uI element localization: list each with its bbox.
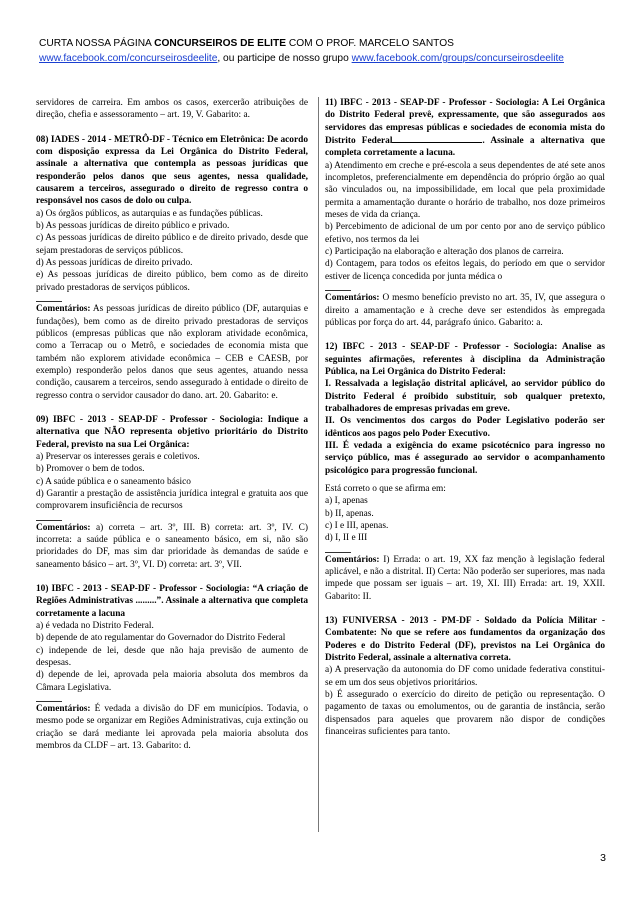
- question-11: [325, 97, 605, 160]
- comment-text: É vedada a divisão do DF em municípios. Todavia, o mesmo pode se organizar em Regiões Administrativas, cuja extinção ou criação se dará mediante lei aprovada pela maioria absoluta dos membros da CLDF – art. 13. Gabarito: d.: [36, 704, 308, 752]
- header-middle-text: , ou participe de nosso grupo: [217, 53, 352, 64]
- q08-option-e: e) As pessoas jurídicas de direito público, bem como as de direito privado prestadoras de serviços públicos.: [36, 270, 308, 293]
- comment-11: [325, 292, 605, 329]
- question-08: 08) IADES - 2014 - METRÔ-DF - Técnico em Eletrônica: De acordo com disposição expressa da Lei Orgânica do Distrito Federal, assinale a alternativa que contempla as pessoas jurídicas que responderão pelos danos que seus agentes, nessa qualidade, causarem a terceiros, assegurado o direito de regresso contra o responsável nos casos de dolo ou culpa.: [36, 134, 308, 207]
- q10-option-a: a) é vedada no Distrito Federal.: [36, 621, 154, 632]
- q10-option-b: b) depende de ato regulamentar do Governador do Distrito Federal: [36, 633, 286, 644]
- separator-line: [325, 283, 351, 291]
- header-brand-text: CONCURSEIROS DE ELITE: [154, 38, 287, 49]
- q11-stem-end: . Assinale a alternativa que completa corretamente a lacuna.: [325, 136, 605, 159]
- comment-label: Comentários:: [36, 522, 91, 533]
- q10-option-d: d) depende de lei, aprovada pela maioria absoluta dos membros da Câmara Legislativa.: [36, 670, 308, 693]
- separator-line: [325, 545, 351, 553]
- comment-label: Comentários:: [36, 704, 91, 715]
- q10-option-c: c) independe de lei, desde que não haja previsão de aumento de despesas.: [36, 645, 308, 669]
- q11-option-a: a) Atendimento em creche e pré-escola a seus dependentes de até sete anos incompletos, preferencialmente em dependência do próprio órgão ao qual são vinculados ou, na impossibilidade, em local que pela proximidade permita a amamentação durante o horário de trabalho, nos doze primeiros meses de vida da criança.: [325, 160, 605, 221]
- facebook-group-link[interactable]: www.facebook.com/groups/concurseirosdeelite: [351, 53, 564, 64]
- comment-label: Comentários:: [36, 304, 91, 315]
- q08-option-d: d) As pessoas jurídicas de direito privado.: [36, 258, 193, 269]
- comment-10: [36, 703, 308, 752]
- separator-line: [36, 513, 62, 521]
- q12-statement-ii: II. Os vencimentos dos cargos do Poder Legislativo poderão ser idênticos aos pagos pelo Poder Executivo.: [325, 416, 605, 439]
- header-line-2: [39, 51, 604, 66]
- question-10: 10) IBFC - 2013 - SEAP-DF - Professor - Sociologia: “A criação de Regiões Administrativas .........”. Assinale a alternativa que completa corretamente a lacuna: [36, 584, 308, 619]
- comment-08: [36, 303, 308, 402]
- q12-option-a: a) I, apenas: [325, 496, 368, 507]
- q09-option-a: a) Preservar os interesses gerais e coletivos.: [36, 451, 200, 462]
- header-prefix-text: CURTA NOSSA PÁGINA: [39, 38, 155, 49]
- q12-statement-i: I. Ressalvada a legislação distrital aplicável, ao servidor público do Distrito Federal é proibido substituir, sob qualquer pretexto, trabalhadores de empresas privadas em greve.: [325, 379, 605, 414]
- q12-option-c: c) I e III, apenas.: [325, 521, 389, 531]
- comment-text: O mesmo benefício previsto no art. 35, IV, que assegura o direito a amamentação e à creche deve ser estendidos às empregada públicas por força do art. 44, parágrafo único. Gabarito: a.: [325, 293, 605, 328]
- comment-09: [36, 522, 308, 571]
- separator-line: [36, 694, 62, 702]
- q09-option-d: d) Garantir a prestação de assistência jurídica integral e gratuita aos que comprovarem insuficiência de recursos: [36, 488, 308, 512]
- page-header: [39, 36, 604, 66]
- q12-statement-iii: III. É vedada a exigência do exame psicotécnico para ingresso no serviço público, mas é assegurado ao servidor o acompanhamento psicológico para progressão funcional.: [325, 440, 605, 476]
- q13-option-a: a) A preservação da autonomia do DF como unidade federativa constitui-se em um dos seus objetivos prioritários.: [325, 665, 605, 688]
- comment-text: a) correta – art. 3º, III. B) correta: art. 3º, IV. C) incorreta: a saúde pública e o saneamento básico, em si, não são prioridades do DF, mas sim dar prioridade às demandas de saúde e saneamento básico – art. 3º, VI. D) correta: art. 3º, VII.: [36, 522, 308, 570]
- q08-option-b: b) As pessoas jurídicas de direito público e privado.: [36, 221, 230, 232]
- q11-option-d: d) Contagem, para todos os efeitos legais, do período em que o servidor estiver de licença concedida por junta médica o: [325, 259, 605, 282]
- comment-12: [325, 554, 605, 603]
- q13-option-b: b) É assegurado o exercício do direito de petição ou representação. O pagamento de taxas ou emolumentos, ou de garantia de instância, serão dispensados para aqueles que provarem não dispor de condições financeiras suficientes para tanto.: [325, 690, 605, 738]
- comment-text: As pessoas jurídicas de direito público (DF, autarquias e fundações), bem como as de direito privado prestadoras de serviços públicos (empresas públicas que não exploram atividade econômica, como a Terracap ou o Metrô, e sociedades de economia mista que também não explorem atividade econômica – CEB e CAESB, por exemplo) responderão pelos danos que seus agentes, atuando nessa condição, causarem a terceiros, sendo assegurado à entidade o direito de regresso contra o servidor causador do dano. art. 20. Gabarito: e.: [36, 304, 308, 401]
- header-suffix-text: COM O PROF. MARCELO SANTOS: [286, 38, 454, 49]
- separator-line: [36, 294, 62, 302]
- q09-option-b: b) Promover o bem de todos.: [36, 464, 145, 475]
- question-09: 09) IBFC - 2013 - SEAP-DF - Professor - Sociologia: Indique a alternativa que NÃO representa objetivo prioritário do Distrito Federal, previsto na sua Lei Orgânica:: [36, 414, 308, 450]
- column-divider: [318, 97, 319, 832]
- q08-option-a: a) Os órgãos públicos, as autarquias e as fundações públicas.: [36, 208, 263, 219]
- facebook-page-link[interactable]: www.facebook.com/concurseirosdeelite: [39, 53, 218, 64]
- left-column: [36, 97, 308, 753]
- q11-option-b: b) Percebimento de adicional de um por cento por ano de serviço público efetivo, nos termos da lei: [325, 222, 605, 245]
- question-12: 12) IBFC - 2013 - SEAP-DF - Professor - Sociologia: Analise as seguintes afirmações, referentes à disciplina da Administração Pública, na Lei Orgânica do Distrito Federal:: [325, 342, 605, 377]
- header-line-1: [39, 36, 604, 51]
- comment-label: Comentários:: [325, 554, 380, 565]
- q12-option-d: d) I, II e III: [325, 533, 368, 544]
- question-13: 13) FUNIVERSA - 2013 - PM-DF - Soldado da Polícia Militar - Combatente: No que se refere aos fundamentos da organização dos Poderes e do Distrito Federal (DF), previstos na Lei Orgânica do Distrito Federal, assinale a alternativa correta.: [325, 616, 605, 664]
- comment-text: I) Errada: o art. 19, XX faz menção à legislação federal aplicável, e não a distrital. II) Certa: Não poderão ser superiores, mas nada impede que possam ser iguais – art. 19, XI. III) Errada: art. 19, XXII. Gabarito: II.: [325, 554, 605, 602]
- q12-prompt: Está correto o que se afirma em:: [325, 483, 446, 494]
- comment-label: Comentários:: [325, 293, 380, 304]
- q11-option-c: c) Participação na elaboração e alteração dos planos de carreira.: [325, 247, 564, 258]
- q11-stem-start: 11) IBFC - 2013 - SEAP-DF - Professor - Sociologia: A Lei Orgânica do Distrito Federal prevê, expressamente, que são assegurados aos servidores das empresas públicas e sociedades de economia mista do Distrito Federal: [325, 98, 605, 147]
- q09-option-c: c) A saúde pública e o saneamento básico: [36, 476, 191, 487]
- q12-option-b: b) II, apenas.: [325, 508, 374, 519]
- fill-in-blank: [392, 134, 482, 143]
- right-column: [325, 97, 605, 739]
- q08-option-c: c) As pessoas jurídicas de direito público e de direito privado, desde que sejam prestadoras de serviços públicos.: [36, 233, 308, 256]
- left-intro-paragraph: servidores de carreira. Em ambos os casos, exercerão atribuições de direção, chefia e assessoramento – art. 19, V. Gabarito: a.: [36, 98, 308, 121]
- page-number: 3: [600, 852, 606, 864]
